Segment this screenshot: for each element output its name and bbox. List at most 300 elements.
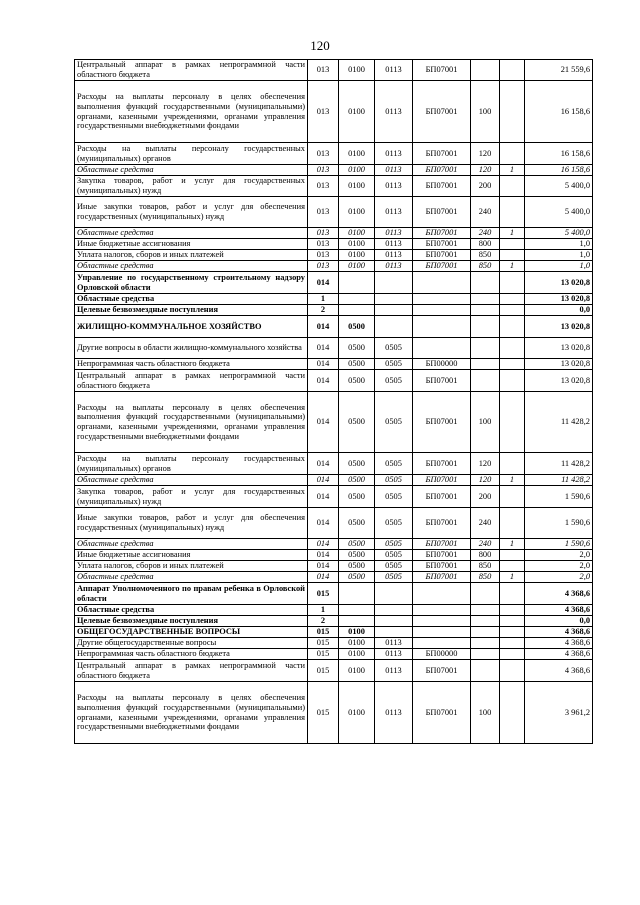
row-cs-code: БП07001 [413,143,471,165]
row-gr-code: 015 [308,627,339,638]
row-sum: 1 590,6 [525,486,593,508]
row-source-code [500,638,525,649]
row-name: Расходы на выплаты персоналу в целях обеспечения выполнения функций государственными (муниципальными) органами, казенными учреждениями, органами управления государственными внебюджетными фондами [75,81,308,143]
row-sum: 2,0 [525,561,593,572]
row-pr-code: 0113 [375,682,413,744]
row-name: Закупка товаров, работ и услуг для государственных (муниципальных) нужд [75,176,308,197]
row-source-code [500,81,525,143]
row-pr-code: 0113 [375,60,413,81]
row-name: Непрограммная часть областного бюджета [75,359,308,370]
row-vr-code: 850 [471,561,500,572]
row-rz-code: 0500 [339,370,375,392]
row-gr-code: 014 [308,453,339,475]
row-gr-code: 014 [308,561,339,572]
row-sum: 4 368,6 [525,627,593,638]
row-rz-code: 0100 [339,197,375,228]
table-row [75,660,593,682]
row-gr-code: 1 [308,605,339,616]
row-rz-code: 0500 [339,550,375,561]
row-rz-code: 0100 [339,81,375,143]
row-cs-code: БП07001 [413,81,471,143]
row-name: Центральный аппарат в рамках непрограммной части областного бюджета [75,60,308,81]
row-cs-code: БП07001 [413,165,471,176]
row-vr-code [471,370,500,392]
table-row [75,638,593,649]
row-pr-code: 0113 [375,239,413,250]
row-pr-code: 0505 [375,486,413,508]
table-row [75,143,593,165]
row-source-code [500,660,525,682]
row-vr-code: 800 [471,239,500,250]
row-source-code [500,143,525,165]
row-cs-code [413,616,471,627]
row-rz-code: 0500 [339,338,375,359]
row-vr-code [471,316,500,338]
row-gr-code: 2 [308,305,339,316]
row-pr-code [375,583,413,605]
row-pr-code: 0505 [375,338,413,359]
row-pr-code: 0113 [375,197,413,228]
row-source-code [500,370,525,392]
row-vr-code [471,359,500,370]
row-sum: 1 590,6 [525,508,593,539]
row-vr-code: 240 [471,228,500,239]
row-cs-code: БП07001 [413,453,471,475]
row-source-code [500,250,525,261]
row-cs-code [413,627,471,638]
row-source-code [500,616,525,627]
row-gr-code: 015 [308,638,339,649]
row-vr-code: 100 [471,392,500,453]
row-cs-code: БП07001 [413,370,471,392]
row-vr-code: 240 [471,539,500,550]
row-name: Иные бюджетные ассигнования [75,550,308,561]
row-vr-code: 850 [471,261,500,272]
row-name: Другие общегосударственные вопросы [75,638,308,649]
row-sum: 1,0 [525,261,593,272]
table-row [75,316,593,338]
row-sum: 5 400,0 [525,228,593,239]
row-vr-code [471,272,500,294]
row-sum: 11 428,2 [525,475,593,486]
row-name: ЖИЛИЩНО-КОММУНАЛЬНОЕ ХОЗЯЙСТВО [75,316,308,338]
row-name: Расходы на выплаты персоналу государственных (муниципальных) органов [75,143,308,165]
row-source-code [500,682,525,744]
row-cs-code: БП07001 [413,539,471,550]
row-name: Непрограммная часть областного бюджета [75,649,308,660]
row-pr-code: 0113 [375,261,413,272]
row-name: Закупка товаров, работ и услуг для государственных (муниципальных) нужд [75,486,308,508]
row-rz-code: 0100 [339,682,375,744]
row-sum: 4 368,6 [525,605,593,616]
table-row [75,60,593,81]
row-sum: 13 020,8 [525,272,593,294]
row-source-code: 1 [500,165,525,176]
row-gr-code: 013 [308,143,339,165]
row-pr-code: 0505 [375,539,413,550]
row-cs-code: БП07001 [413,176,471,197]
row-cs-code [413,605,471,616]
row-pr-code: 0113 [375,649,413,660]
row-gr-code: 1 [308,294,339,305]
table-row [75,305,593,316]
row-gr-code: 013 [308,197,339,228]
row-gr-code: 014 [308,475,339,486]
row-pr-code: 0113 [375,176,413,197]
row-sum: 21 559,6 [525,60,593,81]
row-vr-code: 850 [471,250,500,261]
row-pr-code: 0505 [375,359,413,370]
row-source-code [500,627,525,638]
row-cs-code: БП07001 [413,475,471,486]
row-name: Уплата налогов, сборов и иных платежей [75,250,308,261]
row-sum: 16 158,6 [525,81,593,143]
row-gr-code: 014 [308,316,339,338]
row-source-code [500,583,525,605]
row-cs-code [413,583,471,605]
table-row [75,197,593,228]
row-rz-code: 0100 [339,261,375,272]
row-rz-code: 0500 [339,539,375,550]
row-name: Областные средства [75,294,308,305]
row-cs-code: БП00000 [413,649,471,660]
row-source-code [500,605,525,616]
row-cs-code: БП07001 [413,392,471,453]
row-rz-code: 0100 [339,176,375,197]
row-name: Областные средства [75,228,308,239]
row-cs-code: БП07001 [413,660,471,682]
row-gr-code: 015 [308,583,339,605]
row-gr-code: 013 [308,228,339,239]
row-cs-code [413,338,471,359]
row-rz-code: 0500 [339,508,375,539]
table-row [75,359,593,370]
row-rz-code: 0500 [339,475,375,486]
row-sum: 5 400,0 [525,197,593,228]
row-name: Целевые безвозмездные поступления [75,616,308,627]
row-pr-code: 0505 [375,572,413,583]
budget-table-body [75,60,593,744]
table-row [75,272,593,294]
row-rz-code: 0500 [339,486,375,508]
row-sum: 11 428,2 [525,453,593,475]
row-sum: 11 428,2 [525,392,593,453]
row-vr-code: 240 [471,508,500,539]
row-gr-code: 014 [308,508,339,539]
row-rz-code: 0500 [339,453,375,475]
row-cs-code: БП07001 [413,561,471,572]
table-row [75,261,593,272]
row-pr-code [375,305,413,316]
table-row [75,338,593,359]
row-sum: 4 368,6 [525,649,593,660]
row-pr-code [375,272,413,294]
row-rz-code [339,605,375,616]
row-name: Областные средства [75,572,308,583]
row-rz-code: 0500 [339,316,375,338]
row-gr-code: 014 [308,359,339,370]
row-source-code [500,486,525,508]
row-cs-code: БП07001 [413,250,471,261]
row-gr-code: 015 [308,649,339,660]
row-vr-code [471,60,500,81]
row-cs-code [413,305,471,316]
row-pr-code [375,294,413,305]
row-pr-code: 0113 [375,165,413,176]
row-vr-code: 240 [471,197,500,228]
row-source-code [500,60,525,81]
row-vr-code [471,583,500,605]
row-vr-code [471,627,500,638]
row-name: Центральный аппарат в рамках непрограммной части областного бюджета [75,660,308,682]
row-sum: 1,0 [525,250,593,261]
table-row [75,539,593,550]
row-vr-code [471,305,500,316]
row-rz-code: 0100 [339,228,375,239]
row-sum: 16 158,6 [525,143,593,165]
row-source-code [500,316,525,338]
row-name: Областные средства [75,605,308,616]
row-name: Областные средства [75,165,308,176]
row-pr-code: 0113 [375,638,413,649]
row-gr-code: 013 [308,261,339,272]
table-row [75,583,593,605]
row-cs-code [413,294,471,305]
row-source-code [500,550,525,561]
row-rz-code: 0100 [339,250,375,261]
table-row [75,250,593,261]
row-gr-code: 014 [308,392,339,453]
row-pr-code [375,627,413,638]
row-gr-code: 013 [308,60,339,81]
row-cs-code: БП07001 [413,486,471,508]
row-sum: 13 020,8 [525,316,593,338]
row-pr-code [375,316,413,338]
row-name: Областные средства [75,539,308,550]
row-cs-code: БП07001 [413,550,471,561]
row-rz-code: 0100 [339,165,375,176]
row-sum: 1,0 [525,239,593,250]
row-name: Областные средства [75,475,308,486]
row-gr-code: 2 [308,616,339,627]
row-vr-code [471,638,500,649]
row-rz-code: 0500 [339,359,375,370]
page-number: 120 [310,38,330,53]
row-source-code [500,338,525,359]
row-vr-code [471,605,500,616]
row-sum: 5 400,0 [525,176,593,197]
row-rz-code: 0500 [339,392,375,453]
row-cs-code [413,316,471,338]
row-cs-code: БП07001 [413,572,471,583]
table-row [75,294,593,305]
row-pr-code: 0113 [375,143,413,165]
row-pr-code: 0505 [375,453,413,475]
row-cs-code: БП07001 [413,682,471,744]
table-row [75,627,593,638]
row-rz-code: 0100 [339,143,375,165]
table-row [75,239,593,250]
row-gr-code: 014 [308,539,339,550]
table-row [75,370,593,392]
row-name: Расходы на выплаты персоналу государственных (муниципальных) органов [75,453,308,475]
row-source-code [500,197,525,228]
table-row [75,649,593,660]
row-cs-code: БП07001 [413,239,471,250]
row-gr-code: 013 [308,165,339,176]
row-gr-code: 014 [308,486,339,508]
row-rz-code [339,616,375,627]
row-cs-code [413,638,471,649]
row-vr-code: 800 [471,550,500,561]
row-source-code: 1 [500,228,525,239]
row-vr-code: 120 [471,475,500,486]
row-vr-code: 850 [471,572,500,583]
row-vr-code: 200 [471,486,500,508]
row-name: Иные бюджетные ассигнования [75,239,308,250]
table-row [75,81,593,143]
row-vr-code: 120 [471,143,500,165]
row-gr-code: 013 [308,239,339,250]
row-name: Иные закупки товаров, работ и услуг для обеспечения государственных (муниципальных) нужд [75,508,308,539]
row-pr-code: 0113 [375,228,413,239]
row-name: Целевые безвозмездные поступления [75,305,308,316]
budget-table [74,59,593,744]
row-source-code [500,392,525,453]
row-vr-code [471,616,500,627]
row-name: Областные средства [75,261,308,272]
row-vr-code [471,660,500,682]
table-row [75,508,593,539]
row-sum: 0,0 [525,305,593,316]
row-vr-code: 200 [471,176,500,197]
row-gr-code: 014 [308,370,339,392]
row-rz-code: 0100 [339,239,375,250]
row-source-code [500,176,525,197]
row-source-code: 1 [500,261,525,272]
row-rz-code: 0100 [339,649,375,660]
row-sum: 13 020,8 [525,294,593,305]
row-name: ОБЩЕГОСУДАРСТВЕННЫЕ ВОПРОСЫ [75,627,308,638]
row-rz-code: 0100 [339,660,375,682]
row-source-code [500,294,525,305]
table-row [75,561,593,572]
row-rz-code [339,305,375,316]
row-pr-code: 0505 [375,392,413,453]
row-pr-code: 0505 [375,550,413,561]
row-name: Иные закупки товаров, работ и услуг для обеспечения государственных (муниципальных) нужд [75,197,308,228]
row-vr-code: 100 [471,81,500,143]
row-cs-code: БП07001 [413,508,471,539]
row-sum: 0,0 [525,616,593,627]
row-pr-code: 0113 [375,660,413,682]
row-cs-code: БП07001 [413,228,471,239]
row-rz-code [339,583,375,605]
table-row [75,392,593,453]
row-gr-code: 014 [308,338,339,359]
table-row [75,165,593,176]
row-cs-code: БП07001 [413,60,471,81]
row-vr-code [471,649,500,660]
row-pr-code: 0113 [375,81,413,143]
row-name: Расходы на выплаты персоналу в целях обеспечения выполнения функций государственными (муниципальными) органами, казенными учреждениями, органами управления государственными внебюджетными фондами [75,682,308,744]
row-source-code [500,561,525,572]
row-source-code: 1 [500,475,525,486]
row-pr-code: 0505 [375,475,413,486]
row-sum: 4 368,6 [525,638,593,649]
row-source-code [500,272,525,294]
row-name: Другие вопросы в области жилищно-коммунального хозяйства [75,338,308,359]
row-gr-code: 015 [308,682,339,744]
row-vr-code: 100 [471,682,500,744]
table-row [75,616,593,627]
row-rz-code: 0500 [339,561,375,572]
table-row [75,176,593,197]
row-gr-code: 014 [308,550,339,561]
row-cs-code: БП07001 [413,197,471,228]
table-row [75,228,593,239]
row-sum: 4 368,6 [525,583,593,605]
row-sum: 3 961,2 [525,682,593,744]
row-cs-code [413,272,471,294]
row-sum: 2,0 [525,550,593,561]
row-sum: 4 368,6 [525,660,593,682]
row-pr-code: 0505 [375,508,413,539]
row-sum: 13 020,8 [525,370,593,392]
row-gr-code: 015 [308,660,339,682]
row-rz-code: 0100 [339,638,375,649]
row-pr-code [375,605,413,616]
table-row [75,475,593,486]
row-cs-code: БП00000 [413,359,471,370]
row-pr-code: 0505 [375,561,413,572]
row-gr-code: 013 [308,176,339,197]
row-source-code [500,508,525,539]
row-rz-code: 0100 [339,60,375,81]
row-name: Уплата налогов, сборов и иных платежей [75,561,308,572]
row-rz-code: 0100 [339,627,375,638]
row-sum: 1 590,6 [525,539,593,550]
row-source-code [500,359,525,370]
row-rz-code [339,294,375,305]
row-pr-code: 0505 [375,370,413,392]
row-source-code [500,649,525,660]
row-pr-code: 0113 [375,250,413,261]
row-vr-code [471,294,500,305]
row-source-code [500,239,525,250]
row-cs-code: БП07001 [413,261,471,272]
row-gr-code: 013 [308,250,339,261]
row-name: Расходы на выплаты персоналу в целях обеспечения выполнения функций государственными (муниципальными) органами, казенными учреждениями, органами управления государственными внебюджетными фондами [75,392,308,453]
row-source-code [500,305,525,316]
row-gr-code: 014 [308,272,339,294]
table-row [75,486,593,508]
row-sum: 16 158,6 [525,165,593,176]
row-vr-code [471,338,500,359]
table-row [75,605,593,616]
row-sum: 2,0 [525,572,593,583]
row-vr-code: 120 [471,165,500,176]
row-source-code: 1 [500,539,525,550]
table-row [75,453,593,475]
table-row [75,550,593,561]
row-rz-code: 0500 [339,572,375,583]
table-row [75,572,593,583]
row-source-code [500,453,525,475]
row-gr-code: 014 [308,572,339,583]
row-vr-code: 120 [471,453,500,475]
row-rz-code [339,272,375,294]
